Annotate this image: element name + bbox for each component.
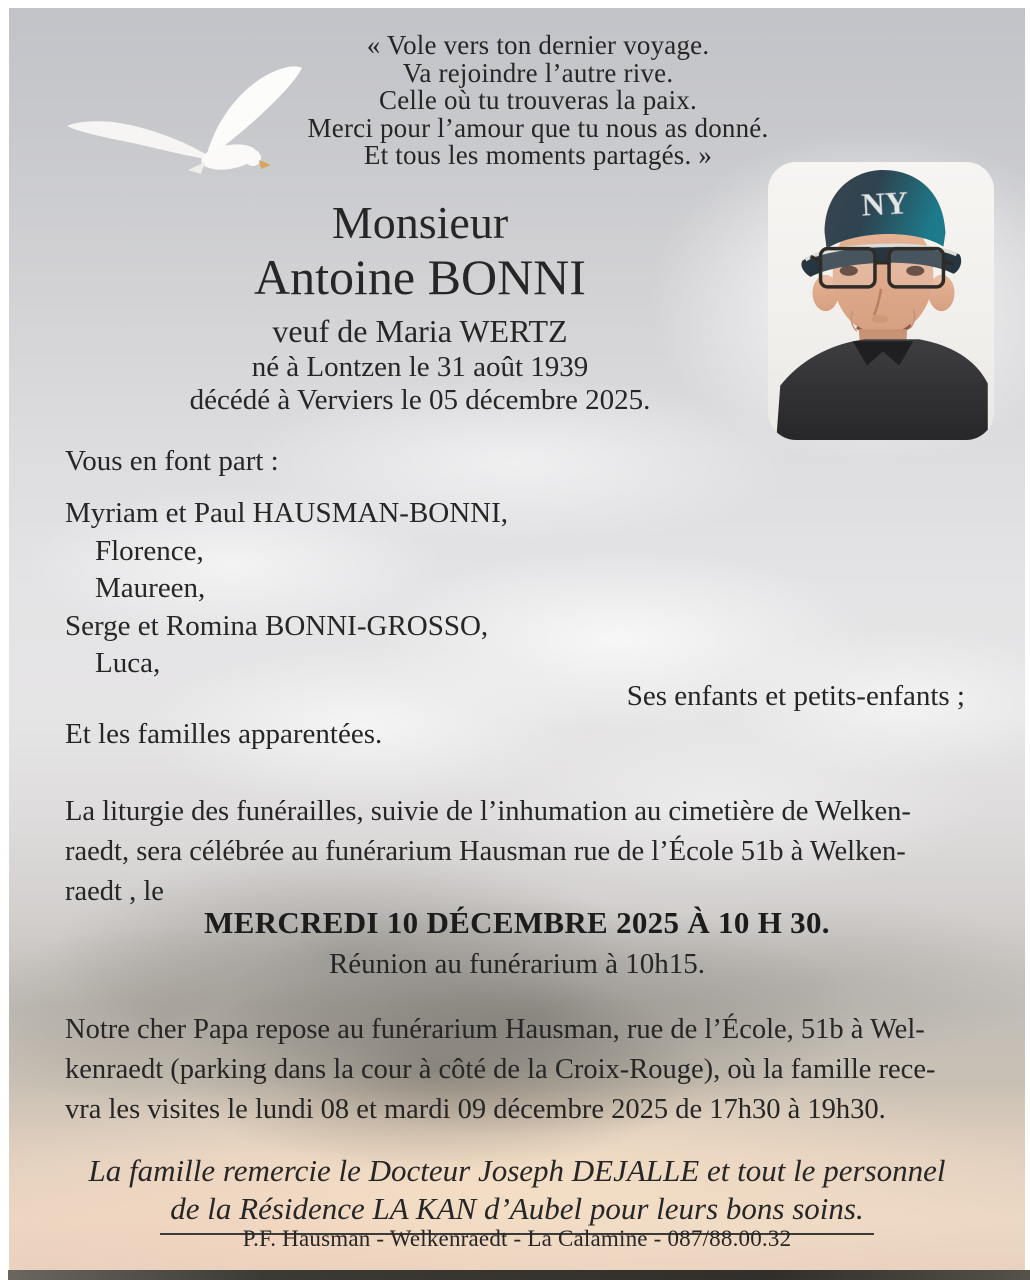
family-member: Serge et Romina BONNI-GROSSO, xyxy=(65,609,489,642)
deceased-block xyxy=(9,197,831,417)
nose-shadow xyxy=(872,315,888,323)
thanks-line: de la Résidence LA KAN d’Aubel pour leurs bons soins. xyxy=(160,1190,873,1235)
families-line: Et les familles apparentées. xyxy=(65,718,383,750)
visits-paragraph-line: Notre cher Papa repose au funérarium Hausman, rue de l’École, 51b à Wel- xyxy=(65,1014,925,1045)
funeral-paragraph-line: raedt, sera célébrée au funérarium Hausman rue de l’École 51b à Welken- xyxy=(65,836,906,867)
funeral-home-footer: P.F. Hausman - Welkenraedt - La Calamine - 087/88.00.32 xyxy=(242,1226,792,1251)
funeral-paragraph-line: La liturgie des funérailles, suivie de l’inhumation au cimetière de Welken- xyxy=(65,796,911,827)
quote-line: « Vole vers ton dernier voyage. xyxy=(366,30,710,60)
family-list xyxy=(65,495,508,683)
family-member: Luca, xyxy=(95,647,161,679)
cap-label: NY xyxy=(860,184,909,223)
visits-paragraph-line: vra les visites le lundi 08 et mardi 09 décembre 2025 de 17h30 à 19h30. xyxy=(65,1094,886,1125)
funeral-paragraph-line: raedt , le xyxy=(65,876,164,907)
funeral-paragraph xyxy=(65,792,911,912)
scan-bottom-edge xyxy=(8,1270,1030,1280)
quote-line: Merci pour l’amour que tu nous as donné. xyxy=(307,112,769,143)
eye xyxy=(840,266,858,276)
memorial-quote xyxy=(9,32,1025,170)
death-line: décédé à Verviers le 05 décembre 2025. xyxy=(189,384,651,416)
family-member: Myriam et Paul HAUSMAN-BONNI, xyxy=(65,497,509,529)
thanks-line: La famille remercie le Docteur Joseph DEJALLE et tout le personnel xyxy=(88,1153,946,1188)
eye xyxy=(906,266,924,276)
deceased-name: Antoine BONNI xyxy=(254,249,586,305)
family-member: Florence, xyxy=(95,534,204,567)
quote-line: Et tous les moments partagés. » xyxy=(363,140,713,170)
family-member: Maureen, xyxy=(95,572,206,604)
relation-line: Ses enfants et petits-enfants ; xyxy=(626,680,965,712)
visits-paragraph xyxy=(65,1010,935,1130)
thanks-block xyxy=(9,1152,1025,1235)
meeting-line: Réunion au funérarium à 10h15. xyxy=(328,948,706,980)
spouse-line: veuf de Maria WERTZ xyxy=(272,313,568,349)
quote-line: Celle où tu trouveras la paix. xyxy=(379,85,697,115)
quote-line: Va rejoindre l’autre rive. xyxy=(402,57,674,88)
visits-paragraph-line: kenraedt (parking dans la cour à côté de la Croix-Rouge), où la famille rece- xyxy=(65,1054,936,1085)
announcement-intro: Vous en font part : xyxy=(65,445,279,477)
birth-line: né à Lontzen le 31 août 1939 xyxy=(251,351,589,383)
ceremony-date: MERCREDI 10 DÉCEMBRE 2025 À 10 H 30. xyxy=(204,905,830,940)
deceased-title: Monsieur xyxy=(331,197,509,248)
sky-background xyxy=(9,8,1025,1270)
